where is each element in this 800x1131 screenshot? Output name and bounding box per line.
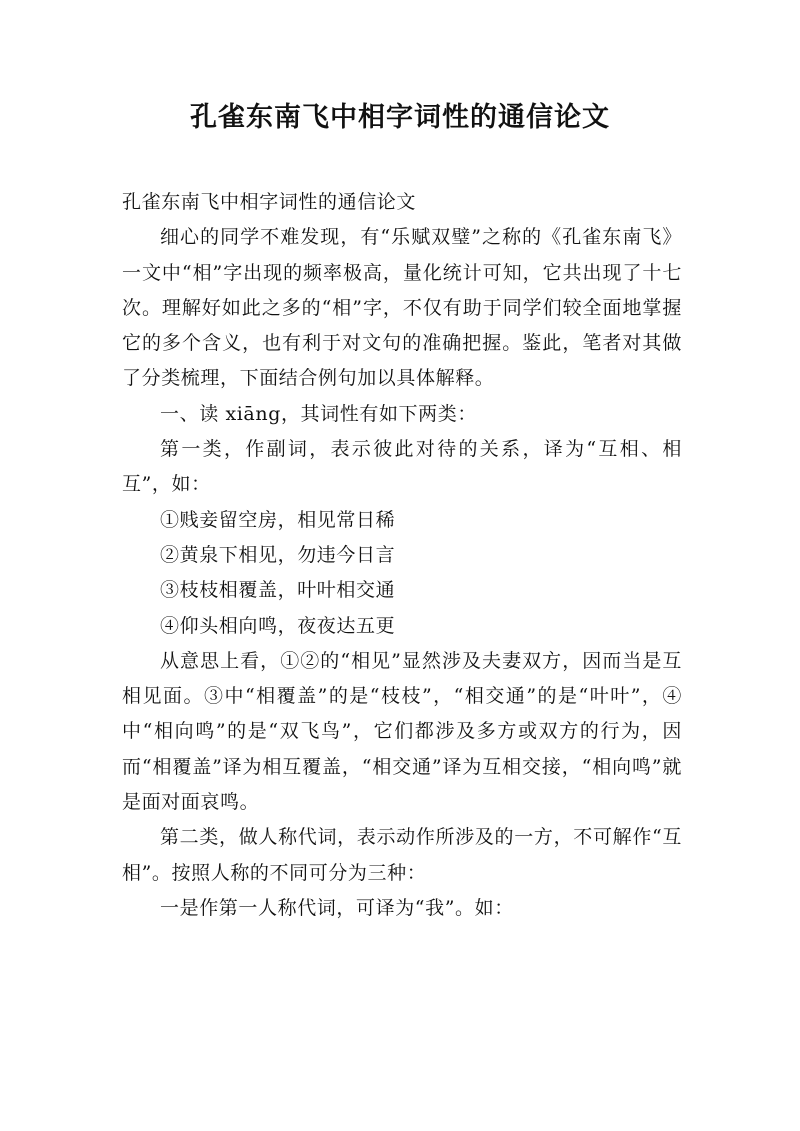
body-paragraph: ②黄泉下相见，勿违今日言 bbox=[160, 543, 396, 566]
document-subtitle: 孔雀东南飞中相字词性的通信论文 bbox=[122, 191, 417, 213]
body-paragraph: 第二类，做人称代词，表示动作所涉及的一方，不可解作“互相”。按照人称的不同可分为三种： bbox=[122, 826, 682, 884]
document-body bbox=[122, 185, 682, 926]
document-title: 孔雀东南飞中相字词性的通信论文 bbox=[190, 102, 610, 133]
body-paragraph: 一、读 xiāng，其词性有如下两类： bbox=[160, 402, 477, 425]
body-paragraph: 一是作第一人称代词，可译为“我”。如： bbox=[160, 896, 514, 919]
body-paragraph: ①贱妾留空房，相见常日稀 bbox=[160, 508, 396, 531]
body-paragraph: 第一类，作副词，表示彼此对待的关系，译为“互相、相互”，如： bbox=[122, 438, 682, 496]
body-paragraph: ③枝枝相覆盖，叶叶相交通 bbox=[160, 579, 396, 602]
body-paragraph: 细心的同学不难发现，有“乐赋双璧”之称的《孔雀东南飞》一文中“相”字出现的频率极高，量化统计可知，它共出现了十七次。理解好如此之多的“相”字，不仅有助于同学们较全面地掌握它的多个含义，也有利于对文句的准确把握。鉴此，笔者对其做了分类梳理，下面结合例句加以具体解释。 bbox=[122, 226, 682, 390]
body-paragraph: 从意思上看，①②的“相见”显然涉及夫妻双方，因而当是互相见面。③中“相覆盖”的是“枝枝”，“相交通”的是“叶叶”，④中“相向鸣”的是“双飞鸟”，它们都涉及多方或双方的行为，因而“相覆盖”译为相互覆盖，“相交通”译为互相交接，“相向鸣”就是面对面哀鸣。 bbox=[122, 649, 682, 814]
body-paragraph: ④仰头相向鸣，夜夜达五更 bbox=[160, 614, 396, 637]
